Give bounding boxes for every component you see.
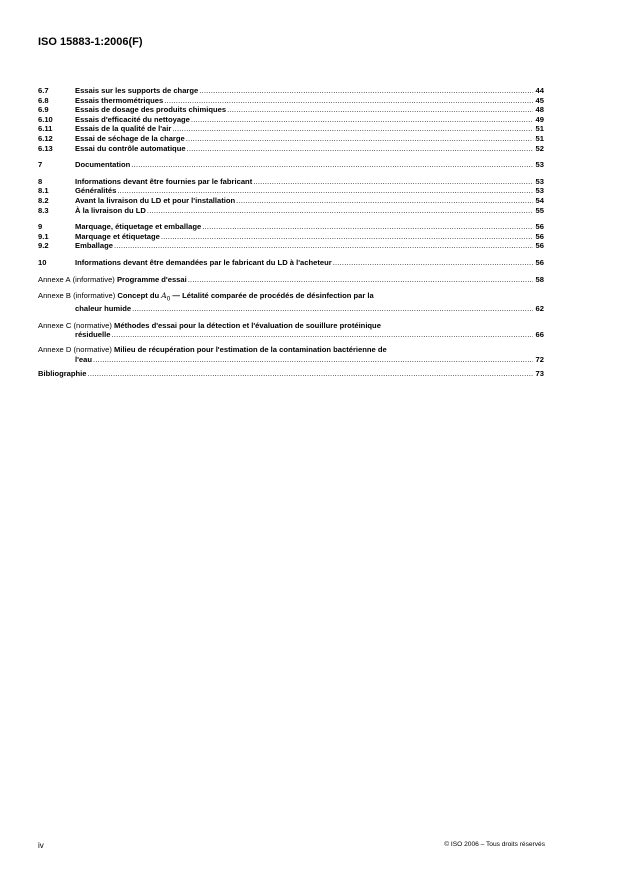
entry-number: 9 <box>38 222 43 232</box>
spacer <box>38 251 544 258</box>
leader-dots <box>227 105 533 115</box>
toc-annex-c[interactable] <box>38 321 544 340</box>
annex-title-cont: résiduelle <box>75 330 111 340</box>
entry-title: Marquage, étiquetage et emballage <box>75 222 202 232</box>
entry-title: À la livraison du LD <box>75 205 146 215</box>
entry-page: 52 <box>535 143 544 153</box>
toc-bibliography[interactable] <box>38 369 544 379</box>
entry-title: Marquage et étiquetage <box>75 231 160 241</box>
annex-title-cont: chaleur humide <box>75 304 132 314</box>
leader-dots <box>93 355 533 365</box>
leader-dots <box>253 177 533 187</box>
annex-title: Programme d'essai <box>116 274 187 284</box>
entry-title: Essais sur les supports de charge <box>75 86 199 95</box>
toc-entry[interactable] <box>38 105 544 115</box>
a0-symbol: A <box>161 291 167 301</box>
entry-page: 53 <box>535 186 544 196</box>
spacer <box>38 314 544 321</box>
annex-title: Milieu de récupération pour l'estimation de la contamination bactérienne de <box>114 344 387 354</box>
leader-dots <box>236 196 533 206</box>
entry-title: Essai du contrôle automatique <box>75 143 186 153</box>
entry-page: 51 <box>535 124 544 134</box>
entry-page: 66 <box>535 330 544 340</box>
entry-page: 72 <box>535 354 544 364</box>
entry-number: 8.1 <box>38 186 49 196</box>
leader-dots <box>132 304 533 314</box>
toc-entry[interactable] <box>38 186 544 196</box>
toc-entry[interactable] <box>38 222 544 232</box>
toc-entry[interactable] <box>38 196 544 206</box>
entry-page: 48 <box>535 105 544 115</box>
spacer <box>38 170 544 177</box>
entry-number: 8.2 <box>38 195 49 205</box>
leader-dots <box>333 258 533 268</box>
annex-label: Annexe D <box>38 344 72 354</box>
entry-number: 6.11 <box>38 124 53 134</box>
leader-dots <box>199 86 533 96</box>
annex-type: (normative) <box>73 320 112 330</box>
entry-page: 62 <box>535 304 544 314</box>
annex-title-post: — Létalité comparée de procédés de désinfection par la <box>172 291 374 301</box>
entry-number: 6.9 <box>38 105 49 115</box>
entry-number: 8 <box>38 176 43 186</box>
entry-title: Documentation <box>75 160 131 170</box>
entry-page: 73 <box>535 369 544 379</box>
annex-label: Annexe C <box>38 320 72 330</box>
entry-title: Essais d'efficacité du nettoyage <box>75 114 190 124</box>
table-of-contents <box>38 86 544 379</box>
toc-group-7 <box>38 160 544 170</box>
spacer <box>38 215 544 222</box>
toc-entry[interactable] <box>38 144 544 154</box>
entry-number: 7 <box>38 160 43 170</box>
entry-number: 6.8 <box>38 95 49 105</box>
entry-number: 6.7 <box>38 86 49 95</box>
leader-dots <box>88 369 533 379</box>
entry-number: 6.13 <box>38 143 53 153</box>
entry-page: 53 <box>535 176 544 186</box>
entry-number: 9.1 <box>38 231 49 241</box>
toc-annex-a[interactable] <box>38 275 544 285</box>
leader-dots <box>114 241 533 251</box>
entry-title: Emballage <box>75 241 113 251</box>
entry-page: 56 <box>535 231 544 241</box>
entry-number: 8.3 <box>38 205 49 215</box>
leader-dots <box>117 186 533 196</box>
annex-label: Annexe B <box>38 291 71 301</box>
toc-entry[interactable] <box>38 232 544 242</box>
entry-page: 44 <box>535 86 544 95</box>
entry-title: Informations devant être fournies par le fabricant <box>75 176 253 186</box>
toc-entry[interactable] <box>38 258 544 268</box>
leader-dots <box>111 330 533 340</box>
footer-page-number: iv <box>38 841 44 850</box>
annex-type: (informative) <box>73 291 116 301</box>
entry-title: Avant la livraison du LD et pour l'installation <box>75 195 236 205</box>
annex-title: Concept du <box>117 291 160 301</box>
toc-entry[interactable] <box>38 115 544 125</box>
toc-entry[interactable] <box>38 96 544 106</box>
entry-page: 49 <box>535 114 544 124</box>
leader-dots <box>202 222 533 232</box>
entry-page: 53 <box>535 160 544 170</box>
entry-number: 6.10 <box>38 114 53 124</box>
leader-dots <box>161 232 533 242</box>
toc-group-9 <box>38 222 544 251</box>
entry-page: 56 <box>535 241 544 251</box>
entry-page: 55 <box>535 205 544 215</box>
toc-group-8 <box>38 177 544 215</box>
spacer <box>38 153 544 160</box>
toc-entry[interactable] <box>38 124 544 134</box>
a0-subscript: 0 <box>166 295 171 303</box>
entry-title: Essais de la qualité de l'air <box>75 124 172 134</box>
toc-entry[interactable] <box>38 160 544 170</box>
entry-number: 6.12 <box>38 133 53 143</box>
annex-label: Annexe A <box>38 274 71 284</box>
entry-page: 51 <box>535 133 544 143</box>
entry-page: 58 <box>535 274 544 284</box>
toc-entry[interactable] <box>38 206 544 216</box>
annex-type: (informative) <box>72 274 115 284</box>
leader-dots <box>191 115 533 125</box>
leader-dots <box>188 275 533 285</box>
toc-entry[interactable] <box>38 241 544 251</box>
toc-annex-d[interactable] <box>38 345 544 364</box>
annex-type: (normative) <box>73 344 112 354</box>
entry-page: 56 <box>535 257 544 267</box>
entry-title: Essai de séchage de la charge <box>75 133 185 143</box>
toc-annex-b[interactable] <box>38 291 544 314</box>
entry-page: 56 <box>535 222 544 232</box>
entry-title: Informations devant être demandées par le fabricant du LD à l'acheteur <box>75 257 332 267</box>
document-header: ISO 15883-1:2006(F) <box>38 36 143 48</box>
footer-copyright: © ISO 2006 – Tous droits réservés <box>444 841 545 848</box>
spacer <box>38 284 544 291</box>
toc-entry[interactable] <box>38 134 544 144</box>
leader-dots <box>186 134 533 144</box>
leader-dots <box>164 96 533 106</box>
entry-number: 10 <box>38 257 47 267</box>
entry-page: 45 <box>535 95 544 105</box>
entry-page: 54 <box>535 195 544 205</box>
entry-title: Généralités <box>75 186 117 196</box>
annex-title: Méthodes d'essai pour la détection et l'évaluation de souillure protéinique <box>114 320 381 330</box>
toc-group-6 <box>38 86 544 153</box>
toc-group-10 <box>38 258 544 268</box>
entry-number: 9.2 <box>38 241 49 251</box>
toc-entry[interactable] <box>38 86 544 96</box>
leader-dots <box>147 206 533 216</box>
entry-title: Essais thermométriques <box>75 95 164 105</box>
entry-title: Bibliographie <box>38 369 87 379</box>
toc-entry[interactable] <box>38 177 544 187</box>
annex-title-cont: l'eau <box>75 354 93 364</box>
leader-dots <box>187 144 533 154</box>
leader-dots <box>131 160 533 170</box>
entry-title: Essais de dosage des produits chimiques <box>75 105 227 115</box>
leader-dots <box>172 124 533 134</box>
spacer <box>38 268 544 275</box>
